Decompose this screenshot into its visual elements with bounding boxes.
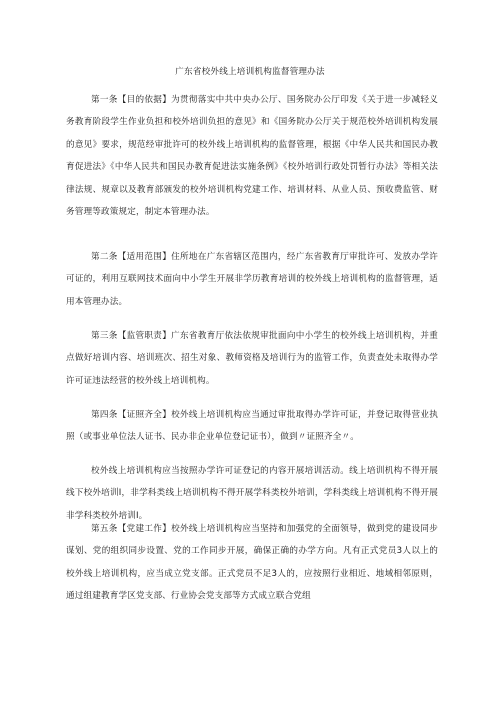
article-3-paragraph: 第三条【监管职责】广东省教育厅依法依规审批面向中小学生的校外线上培训机构，并重点做好培训内容、培训班次、招生对象、教师资格及培训行为的监管工作，负责查处未取得办学许可证违法经营的校外线上培训机构。 <box>66 331 438 386</box>
article-1-paragraph: 第一条【目的依据】为贯彻落实中共中央办公厅、国务院办公厅印发《关于进一步减轻义务教育阶段学生作业负担和校外培训负担的意见》和《国务院办公厅关于规范校外培训机构发展的意见》要求，规范经审批许可的校外线上培训机构的监督管理，根据《中华人民共和国民办教育促进法》《中华人民共和国民办教育促进法实施条例》《校外培训行政处罚暂行办法》等相关法律法规、规章以及教育部颁发的校外培训机构党建工作、培训材料、从业人员、预收费监管、财务管理等政策规定，制定本管理办法。 <box>66 95 438 218</box>
article-5-paragraph: 第五条【党建工作】校外线上培训机构应当坚持和加强党的全面领导，做到党的建设同步谋划、党的组织同步设置、党的工作同步开展，确保正确的办学方向。凡有正式党员3人以上的校外线上培训机构，应当成立党支部。正式党员不足3人的，应按照行业相近、地域相邻原则，通过组建教育学区党支部、行业协会党支部等方式成立联合党组 <box>66 524 438 602</box>
article-4-continuation-paragraph: 校外线上培训机构应当按照办学许可证登记的内容开展培训活动。线上培训机构不得开展线下校外培训I，非学科类线上培训机构不得开展学科类校外培训，学科类线上培训机构不得开展非学科类校外培训I。 <box>66 466 438 521</box>
article-4-paragraph: 第四条【证照齐全】校外线上培训机构应当通过审批取得办学许可证，并登记取得营业执照（或事业单位法人证书、民办非企业单位登记证书），做到〃证照齐全〃。 <box>66 410 438 443</box>
document-title: 广东省校外线上培训机构监督管理办法 <box>175 67 325 77</box>
article-2-paragraph: 第二条【适用范围】住所地在广东省辖区范围内，经广东省教育厅审批许可、发放办学许可证的，利用互联网技术面向中小学生开展非学历教育培训的校外线上培训机构的监督管理，适用本管理办法。 <box>66 252 438 307</box>
